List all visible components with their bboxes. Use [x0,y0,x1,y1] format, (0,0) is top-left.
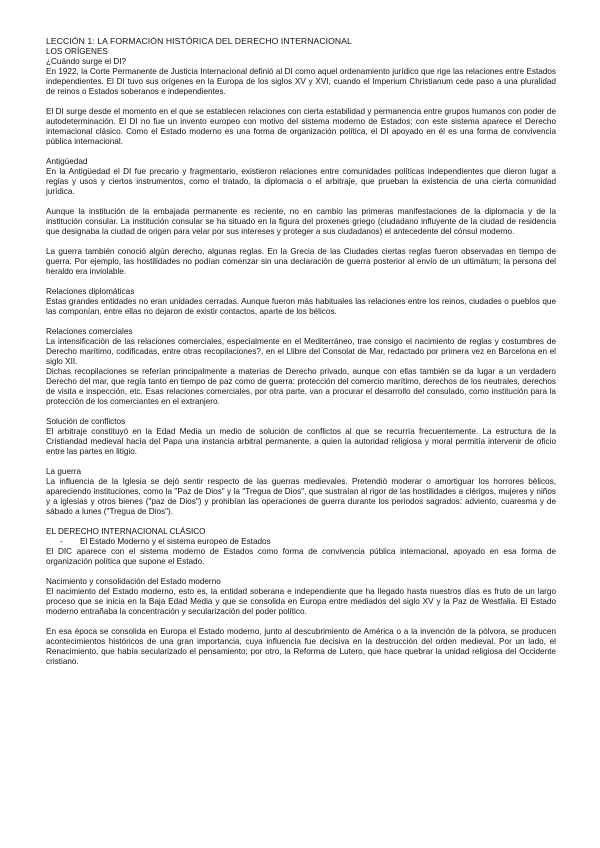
paragraph-7: La intensificación de las relaciones comerciales, especialmente en el Mediterráneo, trae consigo el nacimiento de reglas y costumbres de Derecho marítimo, codificadas, entre otras recopilaciones?, en el Llibre del Consolat de Mar, redactado por primera vez en Barcelona en el siglo XII. [46,336,556,366]
paragraph-13: En esa época se consolida en Europa el Estado moderno, junto al descubrimiento de América o a la invención de la pólvora, se producen acontecimientos históricos de una gran importancia, cuya influencia fue decisiva en la destrucción del orden medieval. Por un lado, el Renacimiento, que había secularizado el pensamiento; por otro, la Reforma de Lutero, que hace quebrar la unidad religiosa del Occidente cristiano. [46,626,556,666]
lesson-title: LECCIÓN 1: LA FORMACIÓN HISTÓRICA DEL DERECHO INTERNACIONAL [46,36,352,46]
paragraph-9: El arbitraje constituyó en la Edad Media un medio de solución de conflictos al que se recurría frecuentemente. La estructura de la Cristiandad medieval hacía del Papa una instancia arbitral permanente, a quien la autoridad religiosa y moral permitía intervenir de oficio entre las partes en litigio. [46,426,556,456]
paragraph-1: En 1922, la Corte Permanente de Justicia Internacional definió al DI como aquel ordenamiento jurídico que rige las relaciones entre Estados independientes. El DI tuvo sus orígenes en la Europa de los siglos XV y XVI, cuando el Imperium Christianum cede paso a una pluralidad de reinos o Estados soberanos e independientes. [46,66,556,96]
bullet-dash: - [60,536,63,546]
heading-nacimiento-estado: Nacimiento y consolidación del Estado moderno [46,576,221,586]
heading-antiguedad: Antigüedad [46,156,88,166]
paragraph-12: El nacimiento del Estado moderno, esto es, la entidad soberana e independiente que ha llegado hasta nuestros días es fruto de un largo proceso que se inicia en la Baja Edad Media y que se consolida en Europa entre mediados del siglo XV y la Paz de Westfalia. El Estado moderno entrañaba la concentración y secularización del poder político. [46,586,556,616]
section-heading-origenes: LOS ORÍGENES [46,46,108,56]
paragraph-8: Dichas recopilaciones se referían principalmente a materias de Derecho privado, aunque con ellas también se da lugar a un verdadero Derecho del mar, que regía tanto en tiempo de paz como de guerra: protección del comercio marítimo, derechos de los neutrales, derechos de visita e inspección, etc. Esas relaciones comerciales, por otra parte, van a procurar el desarrollo del consulado, como institución para la protección de los comerciantes en el extranjero. [46,366,556,406]
heading-la-guerra: La guerra [46,466,82,476]
document-page [46,36,556,667]
heading-solucion-conflictos: Solución de conflictos [46,416,126,426]
paragraph-11: El DIC aparece con el sistema moderno de Estados como forma de convivencia pública internacional, apoyado en esa forma de organización política que supone el Estado. [46,546,556,566]
heading-relaciones-diplomaticas: Relaciones diplomáticas [46,286,135,296]
question-heading: ¿Cuándo surge el DI? [46,56,127,66]
section-heading-derecho-clasico: EL DERECHO INTERNACIONAL CLÁSICO [46,526,206,536]
paragraph-10: La influencia de la Iglesia se dejó sentir respecto de las guerras medievales. Pretendió moderar o amortiguar los horrores bélicos, apareciendo instituciones, como la "Paz de Dios" y la "Tregua de Dios", que sustraían al rigor de las hostilidades a clérigos, mujeres y niños y a iglesias y otros bienes ("paz de Dios") y prohibían las operaciones de guerra durante los periodos sagrados: adviento, cuaresma y de sábado a lunes ("Tregua de Dios"). [46,476,556,516]
paragraph-6: Estas grandes entidades no eran unidades cerradas. Aunque fueron más habituales las relaciones entre los reinos, ciudades o pueblos que las componían, entre ellas no dejaron de existir contactos, aparte de los bélicos. [46,296,556,316]
paragraph-5: La guerra también conoció algún derecho, algunas reglas. En la Grecia de las Ciudades ciertas reglas fueron observadas en tiempo de guerra. Por ejemplo, las hostilidades no podían comenzar sin una declaración de guerra posterior al envío de un ultimátum; la persona del heraldo era inviolable. [46,246,556,276]
paragraph-3: En la Antigüedad el DI fue precario y fragmentario, existieron relaciones entre comunidades políticas independientes que dieron lugar a reglas y usos y ciertos instrumentos, como el tratado, la diplomacia o el arbitraje, que prueban la existencia de una cierta comunidad jurídica. [46,166,556,196]
paragraph-4: Aunque la institución de la embajada permanente es reciente, no en cambio las primeras manifestaciones de la diplomacia y de la institución consular. La institución consular se ha situado en la figura del proxenes griego (ciudadano influyente de la ciudad de residencia que designaba la ciudad de origen para velar por sus intereses y proteger a sus ciudadanos) el antecedente del cónsul moderno. [46,206,556,236]
heading-relaciones-comerciales: Relaciones comerciales [46,326,133,336]
paragraph-2: El DI surge desde el momento en el que se establecen relaciones con cierta estabilidad y permanencia entre grupos humanos con poder de autodeterminación. El DI no fue un invento europeo con motivo del sistema moderno de Estados; con este sistema aparece el Derecho internacional clásico. Como el Estado moderno es una forma de organización política, el DI apoyado en él es una forma de convivencia pública internacional. [46,106,556,146]
bullet-item [46,537,556,547]
bullet-text: El Estado Moderno y el sistema europeo de Estados [80,536,271,546]
